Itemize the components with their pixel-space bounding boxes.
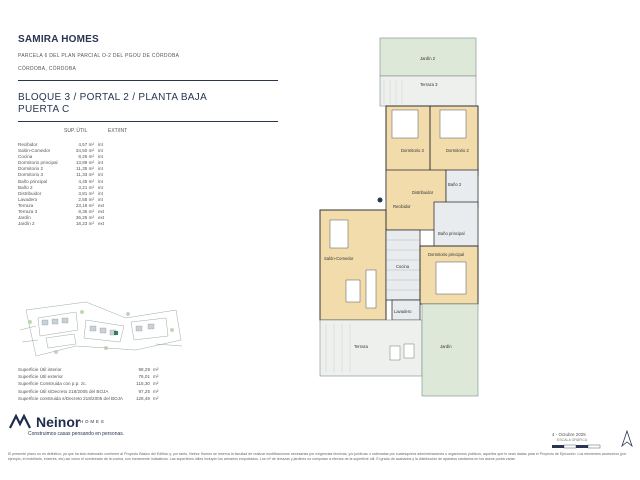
summary-row bbox=[18, 366, 168, 373]
summary-row bbox=[18, 380, 168, 387]
area-type: int bbox=[98, 160, 103, 166]
bed-2 bbox=[440, 110, 466, 138]
label-lavadero: Lavadero bbox=[394, 309, 412, 314]
area-type: int bbox=[98, 166, 103, 172]
label-recibidor: Recibidor bbox=[393, 204, 411, 209]
dining-table bbox=[330, 220, 348, 248]
neinor-logo-icon bbox=[8, 414, 32, 430]
summary-unit: m² bbox=[153, 381, 159, 387]
summary-value: 97,25 bbox=[138, 388, 150, 394]
main-bathroom bbox=[434, 202, 478, 246]
area-value: 23,18 m² bbox=[75, 202, 94, 208]
summary-name: Superficie Construida con p.p. zc. bbox=[18, 381, 87, 387]
area-type: ext bbox=[98, 202, 105, 208]
scale-label: 4 - Octubre 2025 bbox=[552, 432, 586, 437]
col-header-sup: SUP. ÚTIL bbox=[64, 128, 88, 134]
area-type: int bbox=[98, 154, 103, 160]
summary-row bbox=[18, 395, 168, 402]
summary-unit: m² bbox=[153, 395, 159, 401]
bed-3 bbox=[392, 110, 418, 138]
area-type: int bbox=[98, 184, 103, 190]
area-name: Terraza bbox=[18, 202, 34, 208]
summary-table bbox=[18, 366, 168, 402]
master-bed bbox=[436, 262, 466, 294]
area-name: Dormitorio 3 bbox=[18, 172, 44, 178]
area-name: Baño principal bbox=[18, 178, 48, 184]
col-header-ext: EXT/INT bbox=[108, 128, 128, 134]
summary-value: 98,29 bbox=[138, 367, 150, 372]
scale-sub-label: ESCALA GRÁFICA bbox=[557, 438, 588, 442]
brand-homes: HOMES bbox=[80, 419, 106, 424]
area-value: 3,21 m² bbox=[78, 184, 94, 190]
legal-disclaimer: El presente plano no es definitivo, ya que ha sido elaborado conforme al Proyecto Básico del Edificio y, por tanto, Neinor Homes se reserva la facultad de realizar modificaciones necesarias por exigencias técnicas, y/o jurídicas u ordenadas por cualesquiera administraciones u organismos públicos, aquellos que le sean dadas para el Proyecto de Ejecución. Los elementos accesorios (por ejemplo, el mobiliario, enseres, etc) así como el sombreado de la cocina, son meramente indicativos. Las superficies útiles incluyen los armarios empotrados. Los m² de terrazas y jardines no computan a efectos de la superficie útil. El grado de acabados y la distribución de aparatos sanitarios en los aseos podrá variar. bbox=[8, 452, 627, 461]
area-value: 3,81 m² bbox=[78, 190, 94, 196]
north-arrow-icon bbox=[620, 430, 634, 448]
area-value: 8,25 m² bbox=[78, 154, 94, 160]
area-name: Jardín bbox=[18, 215, 31, 221]
terrace-3-area bbox=[380, 76, 476, 106]
area-name: Dormitorio principal bbox=[18, 160, 58, 166]
area-type: ext bbox=[98, 221, 105, 227]
area-type: int bbox=[98, 148, 103, 154]
label-cocina: Cocina bbox=[396, 264, 410, 269]
coffee-table bbox=[346, 280, 360, 302]
area-value: 18,23 m² bbox=[75, 221, 94, 227]
label-jardin: Jardín bbox=[440, 344, 452, 349]
area-row bbox=[18, 221, 128, 227]
label-terraza3: Terraza 3 bbox=[420, 82, 438, 87]
area-type: int bbox=[98, 190, 103, 196]
area-value: 34,50 m² bbox=[75, 148, 94, 154]
summary-row bbox=[18, 373, 168, 380]
summary-value: 76,01 bbox=[138, 374, 150, 380]
entrance-marker bbox=[378, 198, 383, 203]
area-name: Jardín 2 bbox=[18, 221, 35, 227]
summary-unit: m² bbox=[153, 388, 159, 394]
summary-value: 115,30 bbox=[136, 381, 150, 387]
garden-area bbox=[422, 304, 478, 396]
label-bano2: Baño 2 bbox=[448, 182, 462, 187]
brand-name: Neinor bbox=[36, 414, 81, 430]
area-name: Dormitorio 2 bbox=[18, 166, 44, 172]
areas-table bbox=[18, 142, 128, 227]
title-divider bbox=[18, 121, 278, 122]
area-type: int bbox=[98, 196, 103, 202]
area-type: int bbox=[98, 172, 103, 178]
summary-value: 128,49 bbox=[135, 395, 150, 401]
summary-row bbox=[18, 388, 168, 395]
sofa bbox=[366, 270, 376, 308]
label-salon: Salón-Comedor bbox=[324, 256, 354, 261]
summary-name: Superficie construida s/Decreto 218/2005 del BOJA bbox=[18, 395, 123, 401]
area-value: 8,35 m² bbox=[78, 209, 94, 215]
floor-plan bbox=[300, 30, 500, 400]
scale-bar bbox=[552, 444, 612, 450]
brand-tagline: Construimos casas pensando en personas. bbox=[28, 431, 125, 437]
area-name: Salón-Comedor bbox=[18, 148, 51, 154]
company-name: SAMIRA HOMES bbox=[18, 34, 99, 45]
area-value: 2,55 m² bbox=[78, 196, 94, 202]
label-terraza: Terraza bbox=[354, 344, 368, 349]
door-title: PUERTA C bbox=[18, 104, 70, 115]
summary-name: Superficie Útil s/Decreto 218/2005 del BOJA bbox=[18, 388, 109, 394]
label-jardin2: Jardín 2 bbox=[420, 56, 436, 61]
area-name: Distribuidor bbox=[18, 190, 42, 196]
city-text: CÓRDOBA, CÓRDOBA bbox=[18, 66, 77, 72]
summary-unit: m² bbox=[153, 367, 159, 372]
terrace-chair bbox=[404, 344, 414, 358]
label-dorm2: Dormitorio 2 bbox=[446, 148, 469, 153]
block-title: BLOQUE 3 / PORTAL 2 / PLANTA BAJA bbox=[18, 92, 208, 103]
area-type: ext bbox=[98, 209, 105, 215]
unit-marker bbox=[114, 331, 118, 335]
area-name: Terraza 3 bbox=[18, 209, 38, 215]
summary-name: Superficie Útil interior bbox=[18, 367, 62, 372]
label-dorm-principal: Dormitorio principal bbox=[428, 252, 465, 257]
terrace-lounger bbox=[390, 346, 400, 360]
area-name: Cocina bbox=[18, 154, 33, 160]
area-type: ext bbox=[98, 215, 105, 221]
area-value: 36,25 m² bbox=[75, 215, 94, 221]
header-divider bbox=[18, 80, 278, 81]
area-value: 13,89 m² bbox=[75, 160, 94, 166]
area-value: 11,33 m² bbox=[76, 172, 94, 178]
area-value: 11,35 m² bbox=[76, 166, 94, 172]
area-value: 4,45 m² bbox=[78, 178, 94, 184]
area-type: int bbox=[98, 178, 103, 184]
label-dorm3: Dormitorio 3 bbox=[401, 148, 424, 153]
area-name: Recibidor bbox=[18, 142, 38, 147]
label-bano-principal: Baño principal bbox=[438, 231, 465, 236]
summary-name: Superficie Útil exterior bbox=[18, 374, 63, 380]
area-name: Lavadero bbox=[18, 196, 38, 202]
summary-unit: m² bbox=[153, 374, 159, 380]
site-plan-thumbnail bbox=[16, 300, 186, 360]
parcel-text: PARCELA 6 DEL PLAN PARCIAL O-2 DEL PGOU DE CÓRDOBA bbox=[18, 53, 180, 59]
area-type: int bbox=[98, 142, 103, 147]
area-name: Baño 2 bbox=[18, 184, 33, 190]
label-distribuidor: Distribuidor bbox=[412, 190, 434, 195]
area-value: 4,57 m² bbox=[78, 142, 94, 147]
